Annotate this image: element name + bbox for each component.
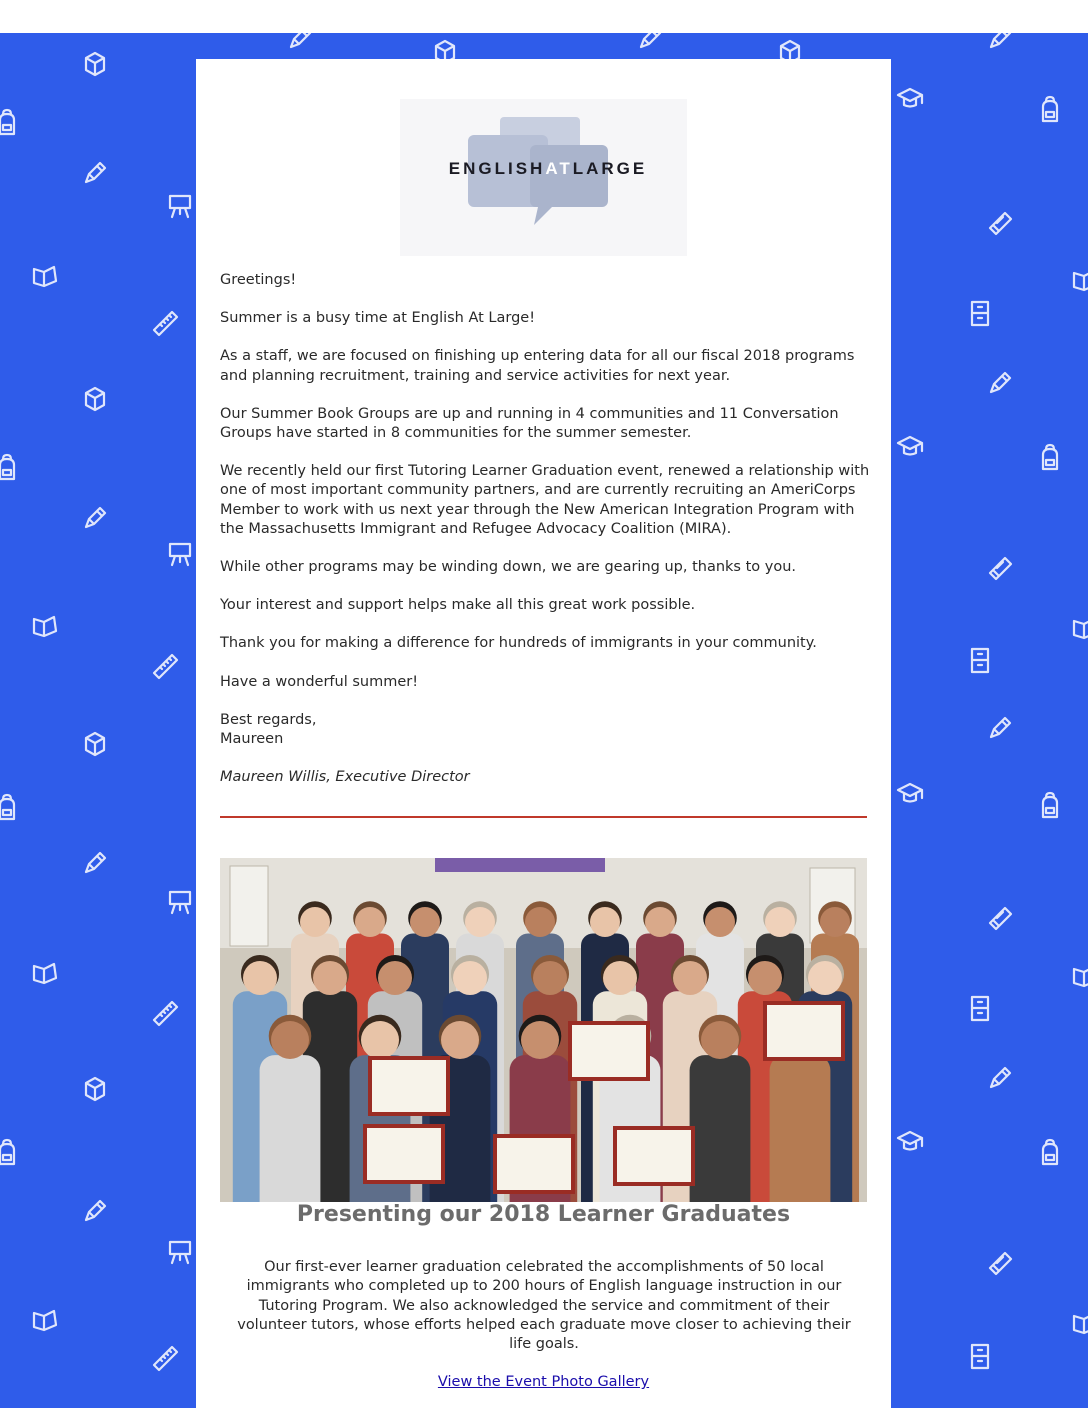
graduates-group-photo <box>220 858 867 1202</box>
newsletter-card <box>196 59 891 1408</box>
person-face <box>453 961 487 995</box>
person-face <box>465 907 495 937</box>
diploma-icon <box>985 553 1015 583</box>
person-face <box>378 961 412 995</box>
pencil-icon <box>80 158 110 188</box>
person-face <box>521 1021 559 1059</box>
cabinet-icon <box>965 1341 995 1371</box>
cube-icon <box>80 728 110 758</box>
logo-word-at: AT <box>545 159 573 178</box>
graduation-cap-icon <box>895 778 925 808</box>
pencil-icon <box>985 1063 1015 1093</box>
letter-paragraph: Have a wonderful summer! <box>220 673 419 690</box>
person-face <box>765 907 795 937</box>
people-group <box>233 901 859 1202</box>
person-face <box>705 907 735 937</box>
person-face <box>313 961 347 995</box>
certificate <box>495 1136 573 1192</box>
easel-icon <box>165 1236 195 1266</box>
cabinet-icon <box>965 298 995 328</box>
person-face <box>673 961 707 995</box>
graduation-cap-icon <box>895 1126 925 1156</box>
divider <box>220 816 867 818</box>
backpack-icon <box>0 793 22 823</box>
backpack-icon <box>0 453 22 483</box>
backpack-icon <box>0 1138 22 1168</box>
logo-wordmark <box>428 159 668 179</box>
person-face <box>590 907 620 937</box>
person-face <box>820 907 850 937</box>
letter-paragraph: Summer is a busy time at English At Large! <box>220 310 536 327</box>
certificate <box>765 1003 843 1059</box>
certificate <box>370 1058 448 1114</box>
pencil-icon <box>285 33 315 53</box>
pencil-icon <box>985 33 1015 53</box>
person-face <box>361 1021 399 1059</box>
person-face <box>808 961 842 995</box>
book-icon <box>30 611 60 641</box>
ruler-icon <box>150 998 180 1028</box>
group-photo-illustration <box>220 858 867 1202</box>
person-body <box>690 1055 751 1202</box>
book-icon <box>30 958 60 988</box>
logo-word-large: LARGE <box>572 159 648 178</box>
book-icon <box>30 261 60 291</box>
sender-name: Maureen <box>220 731 284 748</box>
closing-block <box>220 711 870 749</box>
letter-paragraph: We recently held our first Tutoring Learner Graduation event, renewed a relationship with one of most important community partners, and are currently recruiting an AmeriCorps Member to work with us next year through the New American Integration Program with the Massachusetts Immigrant and Refugee Advocacy Coalition (MIRA). <box>220 463 870 537</box>
person-face <box>271 1021 309 1059</box>
letter-paragraph: Your interest and support helps make all this great work possible. <box>220 597 696 614</box>
pencil-icon <box>635 33 665 53</box>
certificate <box>615 1128 693 1184</box>
diploma-icon <box>985 1248 1015 1278</box>
ruler-icon <box>150 651 180 681</box>
cabinet-icon <box>965 645 995 675</box>
pencil-icon <box>985 713 1015 743</box>
person-face <box>355 907 385 937</box>
person-body <box>770 1055 831 1202</box>
pencil-icon <box>80 503 110 533</box>
easel-icon <box>165 886 195 916</box>
person-face <box>441 1021 479 1059</box>
person-face <box>300 907 330 937</box>
backpack-icon <box>1035 791 1065 821</box>
section-title: Presenting our 2018 Learner Graduates <box>296 1202 791 1227</box>
ruler-icon <box>150 308 180 338</box>
closing: Best regards, <box>220 711 317 728</box>
book-icon <box>1070 961 1088 991</box>
section-body: Our first-ever learner graduation celebrated the accomplishments of 50 local immigrants who completed up to 200 hours of English language instruction in our Tutoring Program. We also acknowledged the service and commitment of their volunteer tutors, whose efforts helped each graduate move closer to achieving their life goals. <box>237 1259 851 1353</box>
photo-gallery-link[interactable]: View the Event Photo Gallery <box>437 1374 650 1390</box>
diploma-icon <box>985 903 1015 933</box>
pencil-icon <box>80 1196 110 1226</box>
backpack-icon <box>0 108 22 138</box>
person-face <box>645 907 675 937</box>
cube-icon <box>80 383 110 413</box>
letter-paragraph: Thank you for making a difference for hundreds of immigrants in your community. <box>220 635 817 652</box>
backpack-icon <box>1035 1138 1065 1168</box>
letter-paragraph: Our Summer Book Groups are up and running in 4 communities and 11 Conversation Groups have started in 8 communities for the summer semester. <box>220 405 839 442</box>
person-face <box>525 907 555 937</box>
graduation-cap-icon <box>895 431 925 461</box>
book-icon <box>30 1305 60 1335</box>
certificate <box>365 1126 443 1182</box>
signature: Maureen Willis, Executive Director <box>220 769 470 786</box>
logo <box>400 99 687 256</box>
pencil-icon <box>985 368 1015 398</box>
letter-body <box>220 271 870 787</box>
person-face <box>533 961 567 995</box>
cabinet-icon <box>965 993 995 1023</box>
cube-icon <box>80 1073 110 1103</box>
certificate <box>570 1023 648 1079</box>
logo-word-english: ENGLISH <box>448 159 546 178</box>
letter-paragraph: As a staff, we are focused on finishing up entering data for all our fiscal 2018 programs and planning recruitment, training and service activities for next year. <box>220 348 855 384</box>
letter-paragraph: While other programs may be winding down, we are gearing up, thanks to you. <box>220 559 796 576</box>
person-face <box>701 1021 739 1059</box>
person-face <box>748 961 782 995</box>
person-body <box>260 1055 321 1202</box>
backpack-icon <box>1035 443 1065 473</box>
person-face <box>410 907 440 937</box>
diploma-icon <box>985 208 1015 238</box>
ruler-icon <box>150 1343 180 1373</box>
book-icon <box>1070 613 1088 643</box>
greeting: Greetings! <box>220 272 297 288</box>
pencil-icon <box>80 848 110 878</box>
person-face <box>243 961 277 995</box>
book-icon <box>1070 1308 1088 1338</box>
person-face <box>603 961 637 995</box>
easel-icon <box>165 190 195 220</box>
book-icon <box>1070 265 1088 295</box>
backpack-icon <box>1035 95 1065 125</box>
graduation-cap-icon <box>895 83 925 113</box>
easel-icon <box>165 538 195 568</box>
cube-icon <box>80 48 110 78</box>
